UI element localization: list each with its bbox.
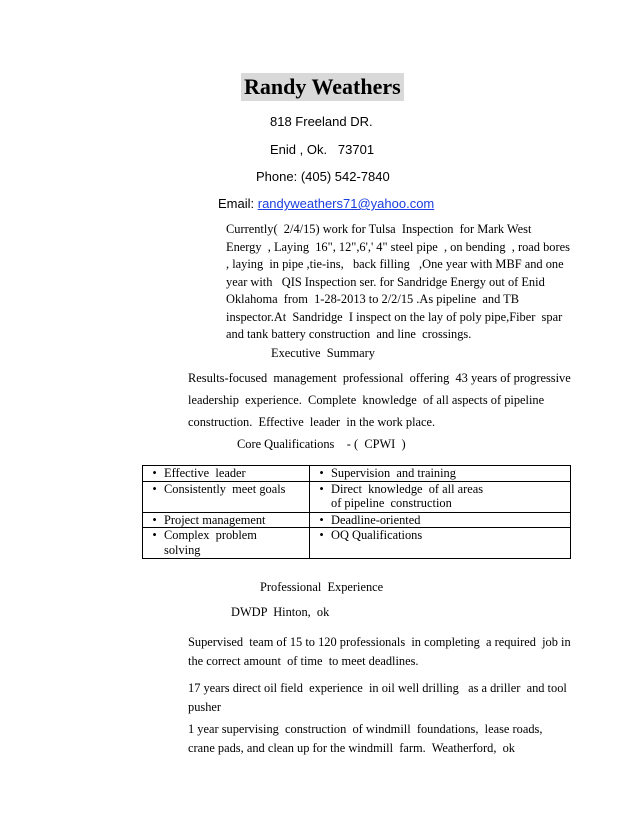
- bullet-icon: •: [319, 512, 324, 527]
- employer-name: DWDP Hinton, ok: [231, 605, 330, 619]
- address-line-2: Enid , Ok. 73701: [270, 142, 375, 157]
- qualification-text: Project management: [164, 512, 266, 527]
- qualification-text: Deadline-oriented: [331, 512, 421, 527]
- paragraph-line: year with QIS Inspection ser. for Sandridge Energy out of Enid: [226, 274, 545, 289]
- paragraph-line: 17 years direct oil field experience in oil well drilling as a driller and tool: [188, 681, 567, 695]
- current-work-paragraph: [226, 221, 570, 344]
- qualification-cell: [310, 481, 571, 512]
- qualification-row: [143, 481, 571, 512]
- executive-summary-heading: Executive Summary: [271, 346, 375, 360]
- paragraph-line: construction. Effective leader in the work place.: [188, 415, 436, 429]
- bullet-icon: •: [152, 481, 157, 496]
- paragraph-line: Supervised team of 15 to 120 professionals in completing a required job in: [188, 635, 571, 649]
- paragraph-line: and tank battery construction and line crossings.: [226, 327, 472, 341]
- address-line-1: 818 Freeland DR.: [270, 114, 373, 129]
- qualification-text: OQ Qualifications: [331, 528, 423, 542]
- bullet-icon: •: [152, 512, 157, 527]
- qualification-text: Supervision and training: [331, 466, 456, 480]
- paragraph-line: inspector.At Sandridge I inspect on the lay of poly pipe,Fiber spar: [226, 309, 563, 324]
- experience-entry: [188, 679, 567, 716]
- email-link[interactable]: randyweathers71@yahoo.com: [257, 196, 435, 211]
- qualification-cell: [310, 512, 571, 528]
- qualification-cell: [143, 466, 310, 482]
- phone-number: Phone: (405) 542-7840: [256, 169, 390, 184]
- paragraph-line: leadership experience. Complete knowledge of all aspects of pipeline: [188, 393, 545, 407]
- paragraph-line: Energy , Laying 16", 12",6',' 4" steel pipe , on bending , road bores: [226, 239, 570, 254]
- bullet-icon: •: [319, 466, 324, 480]
- qualification-text: Complex problem: [164, 528, 257, 542]
- experience-entry: [188, 633, 571, 670]
- paragraph-line: crane pads, and clean up for the windmill farm. Weatherford, ok: [188, 740, 516, 755]
- executive-summary-paragraph: [188, 367, 571, 433]
- qualification-cell: [143, 528, 310, 559]
- resume-name: Randy Weathers: [241, 73, 404, 101]
- email-label: Email:: [218, 196, 258, 211]
- qualification-cell: [310, 528, 571, 559]
- professional-experience-heading: Professional Experience: [260, 580, 384, 594]
- qualification-text: of pipeline construction: [331, 496, 452, 510]
- bullet-icon: •: [319, 528, 324, 542]
- paragraph-line: pusher: [188, 699, 222, 714]
- qualification-row: [143, 528, 571, 559]
- email-line: [218, 196, 434, 211]
- paragraph-line: , laying in pipe ,tie-ins, back filling ,One year with MBF and one: [226, 257, 564, 271]
- experience-entry: [188, 720, 542, 757]
- qualification-text: Effective leader: [164, 466, 246, 480]
- qualification-row: [143, 512, 571, 528]
- qualification-text: Direct knowledge of all areas: [331, 481, 484, 496]
- bullet-icon: •: [152, 466, 157, 480]
- paragraph-line: Currently( 2/4/15) work for Tulsa Inspection for Mark West: [226, 222, 532, 236]
- bullet-icon: •: [152, 528, 157, 542]
- qualification-cell: [143, 481, 310, 512]
- bullet-icon: •: [319, 481, 324, 496]
- core-qualifications-table: [142, 465, 571, 559]
- qualification-cell: [143, 512, 310, 528]
- paragraph-line: Results-focused management professional offering 43 years of progressive: [188, 371, 571, 385]
- core-qualifications-heading: Core Qualifications - ( CPWI ): [237, 437, 406, 451]
- paragraph-line: the correct amount of time to meet deadlines.: [188, 653, 419, 668]
- paragraph-line: 1 year supervising construction of windmill foundations, lease roads,: [188, 722, 543, 736]
- qualification-row: [143, 466, 571, 482]
- qualification-text: solving: [164, 542, 201, 557]
- paragraph-line: Oklahoma from 1-28-2013 to 2/2/15 .As pipeline and TB: [226, 292, 519, 306]
- qualification-cell: [310, 466, 571, 482]
- qualification-text: Consistently meet goals: [164, 481, 286, 496]
